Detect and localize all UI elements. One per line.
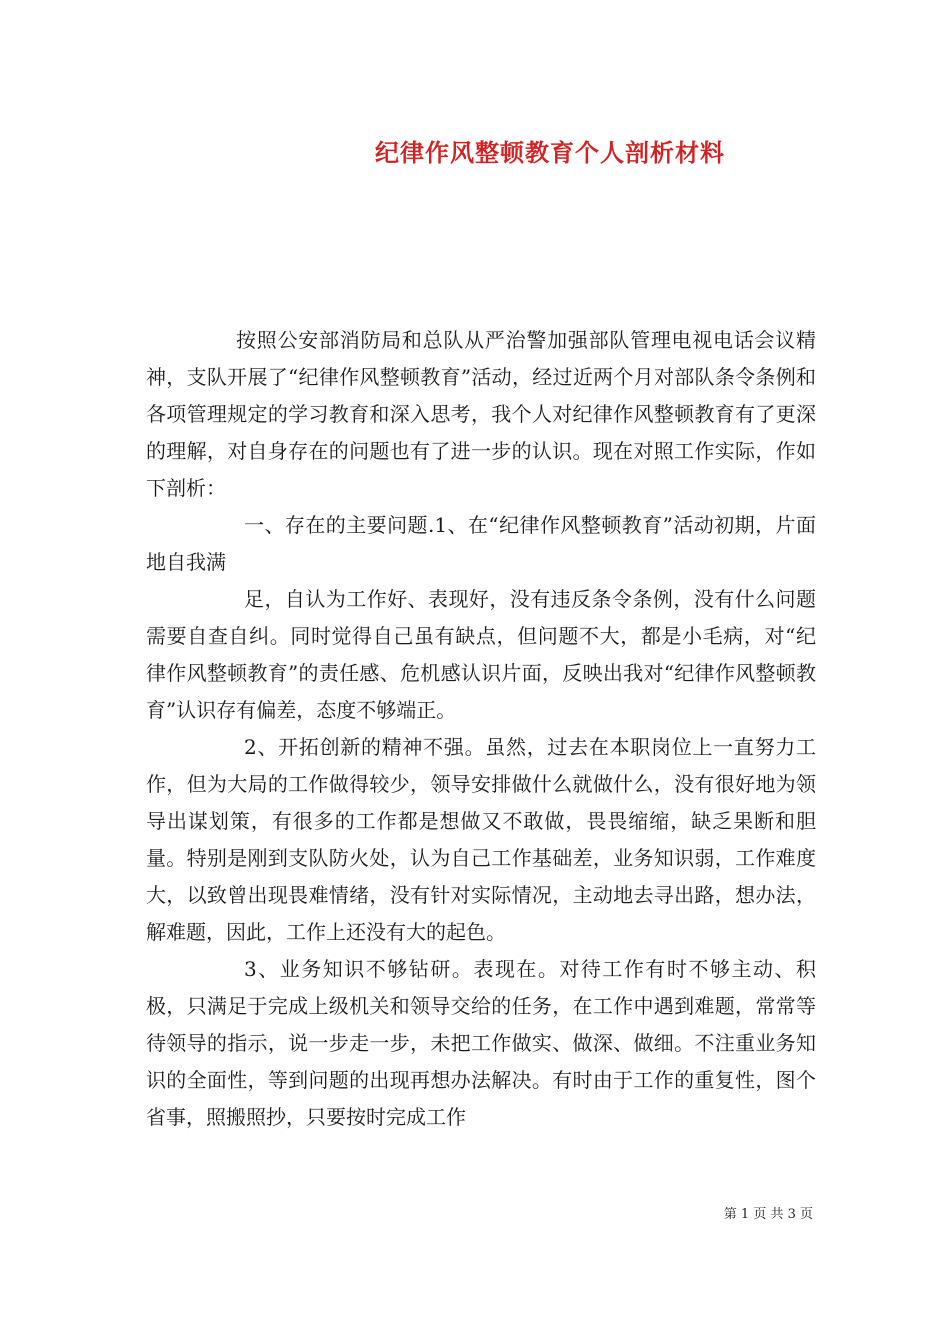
- paragraph-problem-2: 2、开拓创新的精神不强。虽然，过去在本职岗位上一直努力工作，但为大局的工作做得较少，领导安排做什么就做什么，没有很好地为领导出谋划策，有很多的工作都是想做又不敢做，畏畏缩缩，缺乏果断和胆量。特别是刚到支队防火处，认为自己工作基础差，业务知识弱，工作难度大，以致曾出现畏难情绪，没有针对实际情况，主动地去寻出路，想办法，解难题，因此，工作上还没有大的起色。: [146, 735, 816, 944]
- paragraph-problem-1: 足，自认为工作好、表现好，没有违反条令条例，没有什么问题需要自查自纠。同时觉得自己虽有缺点，但问题不大，都是小毛病，对“纪律作风整顿教育”的责任感、危机感认识片面，反映出我对“纪律作风整顿教育”认识存有偏差，态度不够端正。: [146, 587, 816, 722]
- paragraph-problem-3: 3、业务知识不够钻研。表现在。对待工作有时不够主动、积极，只满足于完成上级机关和领导交给的任务，在工作中遇到难题，常常等待领导的指示，说一步走一步，未把工作做实、做深、做细。不注重业务知识的全面性，等到问题的出现再想办法解决。有时由于工作的重复性，图个省事，照搬照抄，只要按时完成工作: [146, 957, 816, 1129]
- paragraph-problems-heading: 一、存在的主要问题.1、在“纪律作风整顿教育”活动初期，片面地自我满: [146, 513, 816, 574]
- page-number: 第 1 页 共 3 页: [723, 1207, 813, 1222]
- document-title: 纪律作风整顿教育个人剖析材料: [375, 138, 725, 167]
- document-body: [146, 322, 816, 1136]
- paragraph-intro: 按照公安部消防局和总队从严治警加强部队管理电视电话会议精神，支队开展了“纪律作风整顿教育”活动，经过近两个月对部队条令条例和各项管理规定的学习教育和深入思考，我个人对纪律作风整顿教育有了更深的理解，对自身存在的问题也有了进一步的认识。现在对照工作实际，作如下剖析：: [146, 328, 816, 500]
